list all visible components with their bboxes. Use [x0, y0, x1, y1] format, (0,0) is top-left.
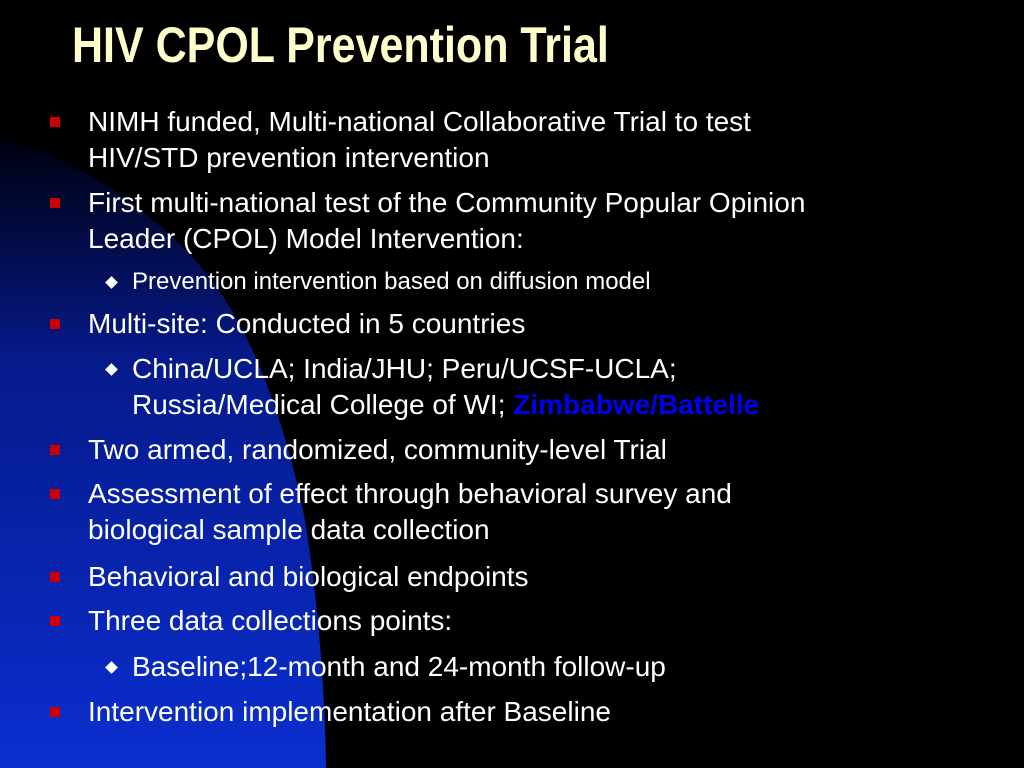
sub-bullet-text: Prevention intervention based on diffusion model — [132, 268, 651, 295]
square-bullet-icon — [50, 572, 60, 582]
bullet-text: NIMH funded, Multi-national Collaborative Trial to test — [88, 106, 751, 137]
bullet-text: Behavioral and biological endpoints — [88, 561, 529, 592]
sub-bullet-text: China/UCLA; India/JHU; Peru/UCSF-UCLA; — [132, 353, 677, 384]
square-bullet-icon — [50, 489, 60, 499]
bullet-text: Multi-site: Conducted in 5 countries — [88, 308, 526, 339]
sub-bullet-item — [132, 266, 992, 298]
square-bullet-icon — [50, 198, 60, 208]
square-bullet-icon — [50, 117, 60, 127]
sub-bullet-text: Baseline;12-month and 24-month follow-up — [132, 651, 666, 682]
sub-bullet-text — [132, 387, 992, 423]
bullet-item — [88, 559, 988, 595]
bullet-text: biological sample data collection — [88, 514, 490, 545]
bullet-item — [88, 603, 988, 639]
square-bullet-icon — [50, 616, 60, 626]
bullet-item — [88, 476, 988, 548]
sub-bullet-item — [132, 649, 992, 685]
bullet-text: First multi-national test of the Community Popular Opinion — [88, 187, 806, 218]
square-bullet-icon — [50, 707, 60, 717]
highlighted-site: Zimbabwe/Battelle — [513, 389, 760, 420]
bullet-text: Assessment of effect through behavioral survey and — [88, 478, 732, 509]
square-bullet-icon — [50, 319, 60, 329]
bullet-item — [88, 306, 988, 342]
bullet-item — [88, 432, 988, 468]
sub-bullet-text-part: Russia/Medical College of WI; — [132, 389, 514, 420]
sub-bullet-item — [132, 351, 992, 423]
bullet-item — [88, 185, 988, 257]
slide-title: HIV CPOL Prevention Trial — [72, 17, 609, 73]
square-bullet-icon — [50, 445, 60, 455]
bullet-text: HIV/STD prevention intervention — [88, 142, 490, 173]
bullet-text: Two armed, randomized, community-level Trial — [88, 434, 667, 465]
bullet-text: Leader (CPOL) Model Intervention: — [88, 223, 524, 254]
bullet-text: Three data collections points: — [88, 605, 453, 636]
bullet-text: Intervention implementation after Baseline — [88, 696, 611, 727]
bullet-item — [88, 694, 988, 730]
bullet-item — [88, 104, 988, 176]
